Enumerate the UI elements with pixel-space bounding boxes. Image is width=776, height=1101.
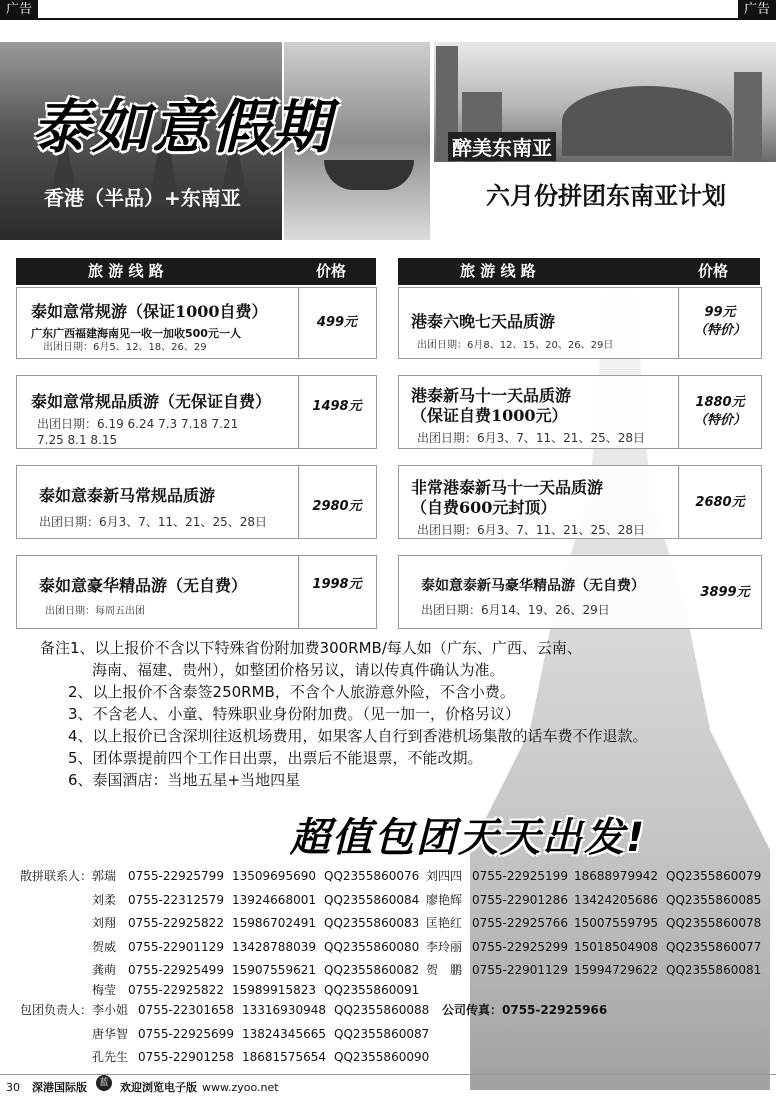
- contact-mobile: 13316930948: [242, 1002, 326, 1017]
- route-note: 广东广西福建海南见一收一加收500元一人: [31, 327, 241, 340]
- price-column-label: 价格: [316, 262, 347, 280]
- contact-mobile: 13428788039: [232, 939, 316, 954]
- page-footer: [0, 1074, 776, 1101]
- contact-mobile: 15989915823: [232, 982, 316, 997]
- skyscraper-shape: [734, 72, 762, 162]
- route-card: [16, 375, 300, 449]
- ad-tag-left: 广告: [0, 0, 38, 20]
- contact-qq: QQ2355860091: [324, 982, 420, 997]
- contact-name: 匡艳红: [426, 916, 463, 931]
- contact-name: 李玲丽: [426, 939, 463, 954]
- price-cell: [298, 555, 377, 629]
- departure-dates: 出团日期：6月3、7、11、21、25、28日: [39, 515, 267, 529]
- boat-shape: [324, 160, 414, 190]
- plan-title: 六月份拼团东南亚计划: [486, 182, 726, 210]
- departure-dates: 出团日期：6月3、7、11、21、25、28日: [417, 523, 645, 537]
- slogan: 超值包团天天出发!: [290, 815, 647, 861]
- route-card: [398, 375, 680, 449]
- route-price: 99元 （特价）: [693, 305, 746, 338]
- contact-qq: QQ2355860082: [324, 963, 420, 978]
- contact-mobile: 15986702491: [232, 916, 316, 931]
- route-name: 泰如意常规品质游（无保证自费）: [31, 392, 272, 411]
- contact-phone: 0755-22925699: [138, 1026, 234, 1041]
- route-name: 非常港泰新马十一天品质游 （自费600元封顶）: [411, 478, 604, 517]
- route-card: [398, 555, 762, 629]
- contact-qq: QQ2355860076: [324, 869, 420, 883]
- contact-qq: QQ2355860079: [666, 869, 762, 883]
- magazine-seal-icon: 蓝: [96, 1075, 112, 1091]
- contact-mobile: 13924668001: [232, 892, 316, 907]
- contact-qq: QQ2355860081: [666, 963, 762, 978]
- contact-phone: 0755-22925822: [128, 916, 224, 931]
- browse-label: 欢迎浏览电子版: [120, 1081, 197, 1094]
- contact-mobile: 15007559795: [574, 916, 658, 931]
- top-rule: [0, 18, 776, 20]
- ad-tag-right: 广告: [738, 0, 776, 20]
- contact-phone: 0755-22925199: [472, 869, 568, 883]
- route-column-label: 旅 游 线 路: [460, 262, 536, 280]
- right-table-header: [398, 258, 760, 285]
- hero-caption: 醉美东南亚: [448, 132, 556, 161]
- group-contacts-label: 包团负责人：: [20, 1002, 93, 1017]
- price-cell: [298, 375, 377, 449]
- contact-name: 刘四四: [426, 869, 463, 883]
- contact-mobile: 18681575654: [242, 1050, 326, 1065]
- route-name: 泰如意泰新马常规品质游: [39, 486, 216, 505]
- contact-qq: QQ2355860088: [334, 1002, 430, 1017]
- contact-qq: QQ2355860085: [666, 892, 762, 907]
- contact-qq: QQ2355860077: [666, 939, 762, 954]
- contact-mobile: 13509695690: [232, 869, 316, 883]
- contact-phone: 0755-22925299: [472, 939, 568, 954]
- route-name: 泰如意泰新马豪华精品游（无自费）: [421, 578, 645, 594]
- price-column-label: 价格: [698, 262, 729, 280]
- hero-subtitle: 香港（半品）+东南亚: [44, 186, 241, 210]
- contact-phone: 0755-22925822: [128, 982, 224, 997]
- remark-line: 2、以上报价不含泰签250RMB，不含个人旅游意外险，不含小费。: [68, 683, 515, 701]
- remark-line: 3、不含老人、小童、特殊职业身份附加费。（见一加一，价格另议）: [68, 705, 521, 723]
- contact-phone: 0755-22925499: [128, 963, 224, 978]
- departure-dates: 出团日期：6.19 6.24 7.3 7.18 7.21 7.25 8.1 8.15: [37, 417, 239, 447]
- route-price: 3899元: [700, 585, 750, 600]
- contact-qq: QQ2355860084: [324, 892, 420, 907]
- contact-qq: QQ2355860078: [666, 916, 762, 931]
- company-fax: 公司传真：0755-22925966: [442, 1002, 608, 1017]
- contact-name: 贺威: [92, 939, 117, 954]
- departure-dates: 出团日期：6月8、12、15、20、26、29日: [417, 340, 614, 351]
- route-price: 1998元: [312, 577, 362, 592]
- contact-phone: 0755-22901258: [138, 1050, 234, 1065]
- contact-mobile: 15018504908: [574, 939, 658, 954]
- contact-name: 刘翔: [92, 916, 117, 931]
- contact-mobile: 13424205686: [574, 892, 658, 907]
- brand-title: 泰如意假期: [32, 93, 333, 161]
- route-name: 泰如意豪华精品游（无自费）: [39, 576, 248, 595]
- route-name: 泰如意常规游（保证1000自费）: [31, 302, 268, 321]
- route-card: [16, 465, 300, 539]
- route-price: 2980元: [312, 499, 362, 514]
- route-column-label: 旅 游 线 路: [88, 262, 164, 280]
- route-card: [16, 287, 300, 359]
- contact-qq: QQ2355860080: [324, 939, 420, 954]
- contact-name: 郭瑞: [92, 869, 117, 883]
- route-price: 499元: [316, 315, 358, 330]
- route-card: [398, 287, 680, 359]
- contact-phone: 0755-22901129: [128, 939, 224, 954]
- esplanade-dome-shape: [562, 86, 732, 156]
- contact-qq: QQ2355860083: [324, 916, 420, 931]
- contact-phone: 0755-22925799: [128, 869, 224, 883]
- contact-mobile: 13824345665: [242, 1026, 326, 1041]
- remark-line: 4、以上报价已含深圳往返机场费用，如果客人自行到香港机场集散的话车费不作退款。: [68, 727, 648, 745]
- contact-mobile: 15907559621: [232, 963, 316, 978]
- price-cell: [678, 465, 762, 539]
- remarks: [40, 637, 760, 791]
- route-price: 1880元 （特价）: [693, 395, 746, 428]
- price-cell: [678, 375, 762, 449]
- price-cell: [678, 287, 762, 359]
- route-name: 港泰新马十一天品质游 （保证自费1000元）: [411, 386, 572, 425]
- contact-qq: QQ2355860090: [334, 1050, 430, 1065]
- route-price: 2680元: [695, 495, 745, 510]
- contact-name: 刘柔: [92, 892, 117, 907]
- contact-name: 廖艳辉: [426, 892, 463, 907]
- left-table-header: [16, 258, 376, 285]
- contact-phone: 0755-22901286: [472, 892, 568, 907]
- remark-line: 海南、福建、贵州），如整团价格另议，请以传真件确认为准。: [92, 661, 505, 679]
- remark-line: 5、团体票提前四个工作日出票，出票后不能退票，不能改期。: [68, 749, 483, 767]
- departure-dates: 出团日期：6月14、19、26、29日: [421, 603, 610, 617]
- contact-name: 贺 鹏: [426, 963, 463, 978]
- contact-name: 梅莹: [92, 982, 117, 997]
- contact-mobile: 18688979942: [574, 869, 658, 883]
- price-cell: [298, 287, 377, 359]
- route-card: [398, 465, 680, 539]
- contact-phone: 0755-22901129: [472, 963, 568, 978]
- remark-line: 6、泰国酒店：当地五星+当地四星: [68, 771, 301, 789]
- scatter-contacts-label: 散拼联系人：: [20, 869, 93, 883]
- contact-phone: 0755-22925766: [472, 916, 568, 931]
- contact-name: 龚萌: [92, 963, 117, 978]
- route-name: 港泰六晚七天品质游: [411, 312, 556, 331]
- edition-label: 深港国际版: [32, 1081, 87, 1094]
- remark-line: 备注1、以上报价不含以下特殊省份附加费300RMB/每人如（广东、广西、云南、: [40, 639, 582, 657]
- contact-name: 孔先生: [92, 1050, 129, 1065]
- departure-dates: 出团日期：6月3、7、11、21、25、28日: [417, 431, 645, 445]
- contact-name: 李小姐: [92, 1002, 129, 1017]
- contact-mobile: 15994729622: [574, 963, 658, 978]
- departure-dates: 出团日期：6月5、12、18、26、29: [43, 342, 207, 353]
- price-cell: [298, 465, 377, 539]
- contact-phone: 0755-22301658: [138, 1002, 234, 1017]
- contact-name: 唐华智: [92, 1026, 129, 1041]
- departure-dates: 出团日期：每周五出团: [45, 606, 145, 617]
- page-number: 30: [6, 1081, 20, 1094]
- contact-phone: 0755-22312579: [128, 892, 224, 907]
- route-card: [16, 555, 300, 629]
- website-link[interactable]: www.zyoo.net: [202, 1081, 279, 1094]
- contact-qq: QQ2355860087: [334, 1026, 430, 1041]
- route-price: 1498元: [312, 399, 362, 414]
